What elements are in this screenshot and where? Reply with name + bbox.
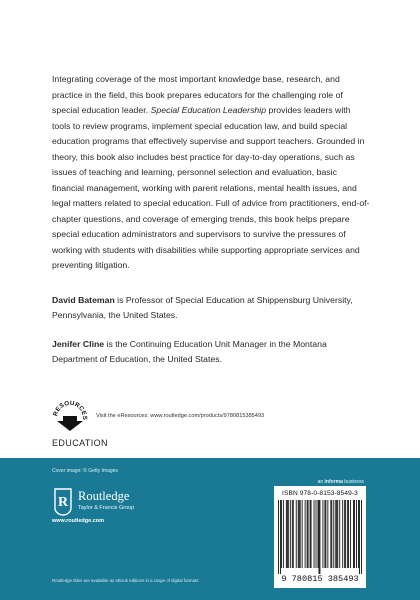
routledge-logo-icon bbox=[52, 488, 74, 516]
ebook-availability-note: Routledge titles are available as eBook editions in a range of digital formats bbox=[52, 578, 199, 583]
publisher-name: Routledge bbox=[78, 489, 130, 503]
svg-text:R: R bbox=[57, 495, 69, 510]
description-part-2: provides leaders with tools to review programs, implement special education law, and build special education programs that effectively supervise and support teachers. Grounded in theory, this book also includes best practice for day-to-day operations, such as issues of teaching and learning, personnel selection and evaluation, basic financial management, working with parent relations, mental health issues, and legal matters related to special education. Full of advice from practitioners, end-of-chapter questions, and coverage of emerging trends, this book helps prepare special education administrators and supervisors to survive the pressures of working with students with disabilities while supporting appropriate services and preventing litigation. bbox=[52, 105, 370, 270]
description-book-title: Special Education Leadership bbox=[150, 105, 267, 115]
barcode-number: 9 780815 385493 bbox=[281, 574, 359, 584]
informa-word: informa bbox=[324, 479, 343, 485]
publisher-group: Taylor & Francis Group bbox=[78, 505, 135, 511]
cover-image-credit: Cover image: © Getty Images bbox=[52, 468, 118, 474]
author-bio-text: is the Continuing Education Unit Manager in the Montana Department of Education, the United States. bbox=[52, 339, 327, 364]
informa-prefix: an bbox=[317, 479, 325, 485]
author-name: Jenifer Cline bbox=[52, 339, 105, 349]
description-part-1: Integrating coverage of the most important knowledge base, research, and practice in the field, this book prepares educators for the challenging role of special education leader. bbox=[52, 74, 343, 115]
barcode-panel bbox=[274, 486, 366, 588]
isbn-text: ISBN 978-0-8153-8549-3 bbox=[282, 490, 358, 497]
eresources-icon bbox=[52, 398, 88, 434]
informa-suffix: business bbox=[342, 479, 364, 485]
footer-band bbox=[0, 458, 420, 600]
book-description bbox=[52, 72, 370, 274]
eresources-link-text: Visit the eResources: www.routledge.com/products/9780815385493 bbox=[96, 413, 265, 419]
barcode-icon bbox=[278, 500, 362, 574]
subject-category: EDUCATION bbox=[52, 438, 108, 448]
author-bio bbox=[52, 293, 370, 323]
informa-business-label bbox=[318, 479, 364, 485]
eresources-logo-text: RESOURCES bbox=[52, 399, 88, 421]
publisher-url: www.routledge.com bbox=[52, 518, 105, 524]
author-bio bbox=[52, 337, 370, 367]
author-name: David Bateman bbox=[52, 295, 115, 305]
author-bio-text: is Professor of Special Education at Shippensburg University, Pennsylvania, the United States. bbox=[52, 295, 353, 320]
